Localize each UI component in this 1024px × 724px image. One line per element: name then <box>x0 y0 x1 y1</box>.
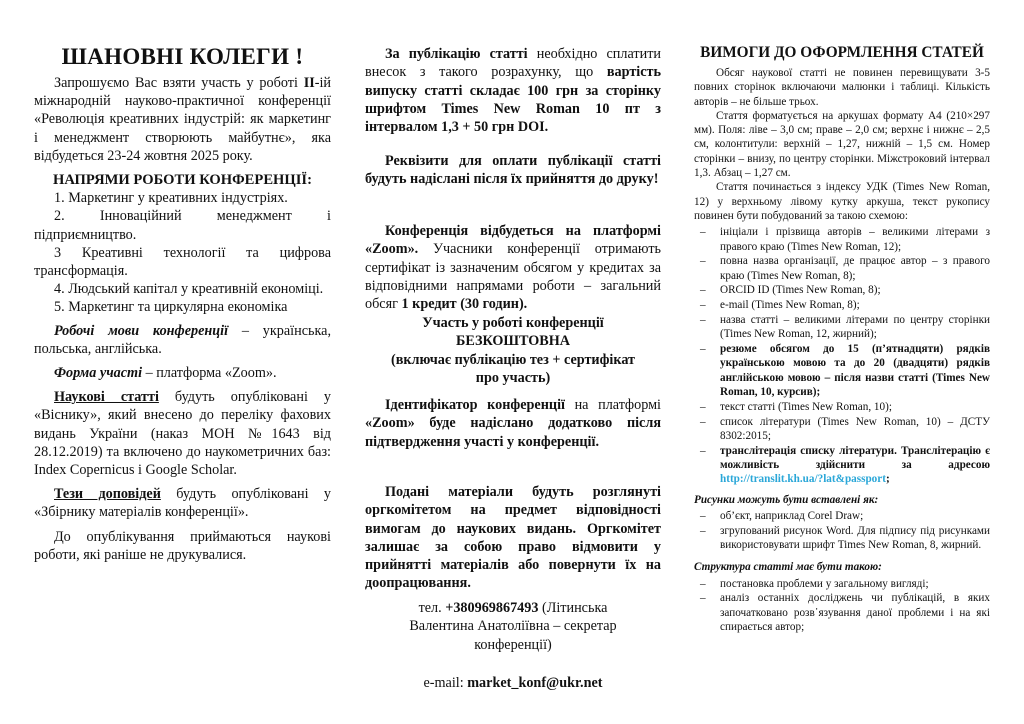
list-item: – e-mail (Times New Roman, 8); <box>700 299 860 312</box>
translit-link[interactable]: http://translit.kh.ua/?lat&passport <box>720 473 886 486</box>
free-line-3: (включає публікацію тез + сертифікат про участь) <box>390 351 636 386</box>
theses-label: Тези доповідей <box>54 486 161 503</box>
review-paragraph: Подані матеріали будуть розглянуті оргкомітетом на предмет відповідності вимогам до наукових видань. Оргкомітет залишає за собою право відмовити у прийнятті матеріалів або повернути їх на доопрацювання. <box>365 484 661 592</box>
list-item: – постановка проблеми у загальному вигляді; <box>700 577 929 590</box>
platform-paragraph <box>365 222 661 313</box>
articles-text: будуть опубліковані у «Віснику», який внесено до переліку фахових видань України (наказ МОН №1643 від 28.12.2019) та включено до наукометричних баз: Index Copernicus і Google Scholar. <box>34 389 331 479</box>
intro-paragraph <box>34 74 331 165</box>
phone-number[interactable]: +380969867493 <box>445 600 539 616</box>
list-item: – аналіз останніх досліджень чи публікацій, в яких започатковано розв᾽язування даної проблеми і на які спирається автор; <box>700 592 990 633</box>
articles-label: Наукові статті <box>54 389 159 406</box>
free-line-1: Участь у роботі конференції <box>422 315 604 331</box>
identifier-rest: «Zoom» буде надіслано додатково після підтвердження участі у конференції. <box>365 415 661 450</box>
dash-bullet-icon: – <box>700 400 706 413</box>
form-paragraph <box>34 364 331 382</box>
page-title: ШАНОВНІ КОЛЕГИ ! <box>61 44 304 69</box>
list-item: – транслітерація списку літератури. Транслітерацію є можливість здійснити за адресою http://translit.kh.ua/?lat&passport; <box>700 444 990 486</box>
intro-text: Запрошуємо Вас взяти участь у роботі <box>54 75 304 91</box>
identifier-label: Ідентифікатор конференції <box>385 397 565 413</box>
dash-bullet-icon: – <box>700 255 706 268</box>
direction-item: 5. Маркетинг та циркулярна економіка <box>54 299 288 316</box>
fee-paragraph <box>365 45 661 136</box>
platform-text: Учасники конференції отримають сертифікат із зазначеним обсягом у кредитах за відповідними напрямами роботи – загальний обсяг <box>365 241 661 313</box>
phone-label: тел. <box>418 600 446 616</box>
languages-label: Робочі мови конференції <box>54 322 229 339</box>
languages-paragraph <box>34 322 331 358</box>
dash-bullet-icon: – <box>700 343 706 356</box>
dash-bullet-icon: – <box>700 299 706 312</box>
secretary-name: (Літинська Валентина Анатоліївна – секретар конференції) <box>409 600 617 653</box>
platform-label: Конференція відбудеться на платформі «Zoom». <box>365 223 661 258</box>
dash-bullet-icon: – <box>700 226 706 239</box>
direction-item: 4. Людський капітал у креативній економіці. <box>54 281 324 298</box>
fee-text: необхідно сплатити внесок з такого розрахунку, що <box>365 46 661 81</box>
requirements-title: ВИМОГИ ДО ОФОРМЛЕННЯ СТАТЕЙ <box>700 44 984 61</box>
edition-number: II <box>303 75 315 91</box>
phone-line <box>365 599 661 654</box>
structure-heading: Структура статті має бути такою: <box>694 561 882 574</box>
free-line-2: БЕЗКОШТОВНА <box>455 333 571 350</box>
dash-bullet-icon: – <box>700 592 706 605</box>
list-item: – ORCID ID (Times New Roman, 8); <box>700 284 881 297</box>
free-participation-block <box>365 314 661 387</box>
form-text: – платформа «Zoom». <box>142 365 277 382</box>
format-paragraph: Стаття форматується на аркушах формату А4 (210×297 мм). Поля: ліве – 3,0 см; праве – 2,0 см; верхнє і нижнє – 2,5 см, колонтитули: верхній – 1,27, нижній – 1,5 см. Номер сторінки – внизу, по центру сторінки. Міжстроковий інтервал 1,3. Абзац – 1,27 см. <box>694 109 990 180</box>
dash-bullet-icon: – <box>700 509 706 522</box>
list-item: – об’єкт, наприклад Corel Draw; <box>700 509 864 522</box>
requisites-paragraph: Реквізити для оплати публікації статті будуть надіслані після їх прийняття до друку! <box>365 153 661 188</box>
dash-bullet-icon: – <box>700 524 706 537</box>
direction-item: 1. Маркетинг у креативних індустріях. <box>54 190 288 207</box>
direction-item: 3 Креативні технології та цифрова трансформація. <box>34 244 331 280</box>
list-item: – список літератури (Times New Roman, 10) – ДСТУ 8302:2015; <box>700 415 990 442</box>
list-item: – згрупований рисунок Word. Для підпису під рисунками використовувати шрифт Times New Roman, 8, жирний. <box>700 524 990 551</box>
dash-bullet-icon: – <box>700 415 706 428</box>
list-item: – повна назва організації, де працює автор – з правого краю (Times New Roman, 8); <box>700 255 990 282</box>
identifier-paragraph <box>365 396 661 451</box>
form-label: Форма участі <box>54 365 143 382</box>
contact-block <box>365 599 661 692</box>
email-link[interactable]: market_konf@ukr.net <box>467 674 603 691</box>
articles-paragraph <box>34 388 331 479</box>
directions-heading: НАПРЯМИ РОБОТИ КОНФЕРЕНЦІЇ: <box>53 172 312 189</box>
email-label: e-mail: <box>423 674 468 691</box>
figures-heading: Рисунки можуть бути вставлені як: <box>694 493 879 506</box>
list-item: – ініціали і прізвища авторів – великими літерами з правого краю (Times New Roman, 12); <box>700 226 990 253</box>
list-item: – резюме обсягом до 15 (п’ятнадцяти) рядків українською мовою та до 20 (двадцяти) рядків англійською мовою – після назви статті (Times New Roman, 10, курсив); <box>700 343 990 399</box>
structure-intro-paragraph: Стаття починається з індексу УДК (Times New Roman, 12) у верхньому лівому кутку аркуша, текст рукопису повинен бути побудований за такою схемою: <box>694 181 990 222</box>
direction-item: 2. Інноваційний менеджмент і підприємництво. <box>34 208 331 243</box>
invitation-block <box>34 74 331 564</box>
languages-text: – українська, польська, англійська. <box>34 322 331 357</box>
requirements-body <box>694 66 990 635</box>
intro-text-rest: -ій міжнародній науково-практичної конференції «Революція креативних індустрій: як маркетинг і менеджмент створюють майбутнє», яка відбудеться 23-24 жовтня 2025 року. <box>34 75 331 164</box>
theses-paragraph <box>34 485 331 521</box>
note-paragraph: До опублікування приймаються наукові роботи, які раніше не друкувалися. <box>34 528 331 563</box>
dash-bullet-icon: – <box>700 577 706 590</box>
list-item: – текст статті (Times New Roman, 10); <box>700 400 892 413</box>
credit-amount: 1 кредит (30 годин). <box>401 296 528 313</box>
figures-list <box>694 509 990 552</box>
fee-amount: вартість випуску статті складає 100 грн за сторінку шрифтом Times New Roman 10 пт з інтервалом 1,3 + 50 грн DOI. <box>365 64 661 136</box>
volume-paragraph: Обсяг наукової статті не повинен перевищувати 3-5 повних сторінок включаючи малюнки і таблиці. Кількість авторів – не більше трьох. <box>694 67 990 108</box>
email-line <box>365 674 661 692</box>
dash-bullet-icon: – <box>700 314 706 327</box>
list-item: – назва статті – великими літерами по центру сторінки (Times New Roman, 12, жирний); <box>700 314 990 341</box>
dash-bullet-icon: – <box>700 284 706 297</box>
dash-bullet-icon: – <box>700 444 706 457</box>
translit-text: транслітерація списку літератури. Транслітерацію є можливість здійснити за адресою <box>720 444 990 472</box>
theses-text: будуть опубліковані у «Збірнику матеріалів конференції». <box>34 486 331 521</box>
identifier-text: на платформі <box>564 397 662 413</box>
fee-label: За публікацію статті <box>385 46 528 62</box>
structure-list <box>694 577 990 635</box>
manuscript-scheme-list <box>694 225 990 486</box>
